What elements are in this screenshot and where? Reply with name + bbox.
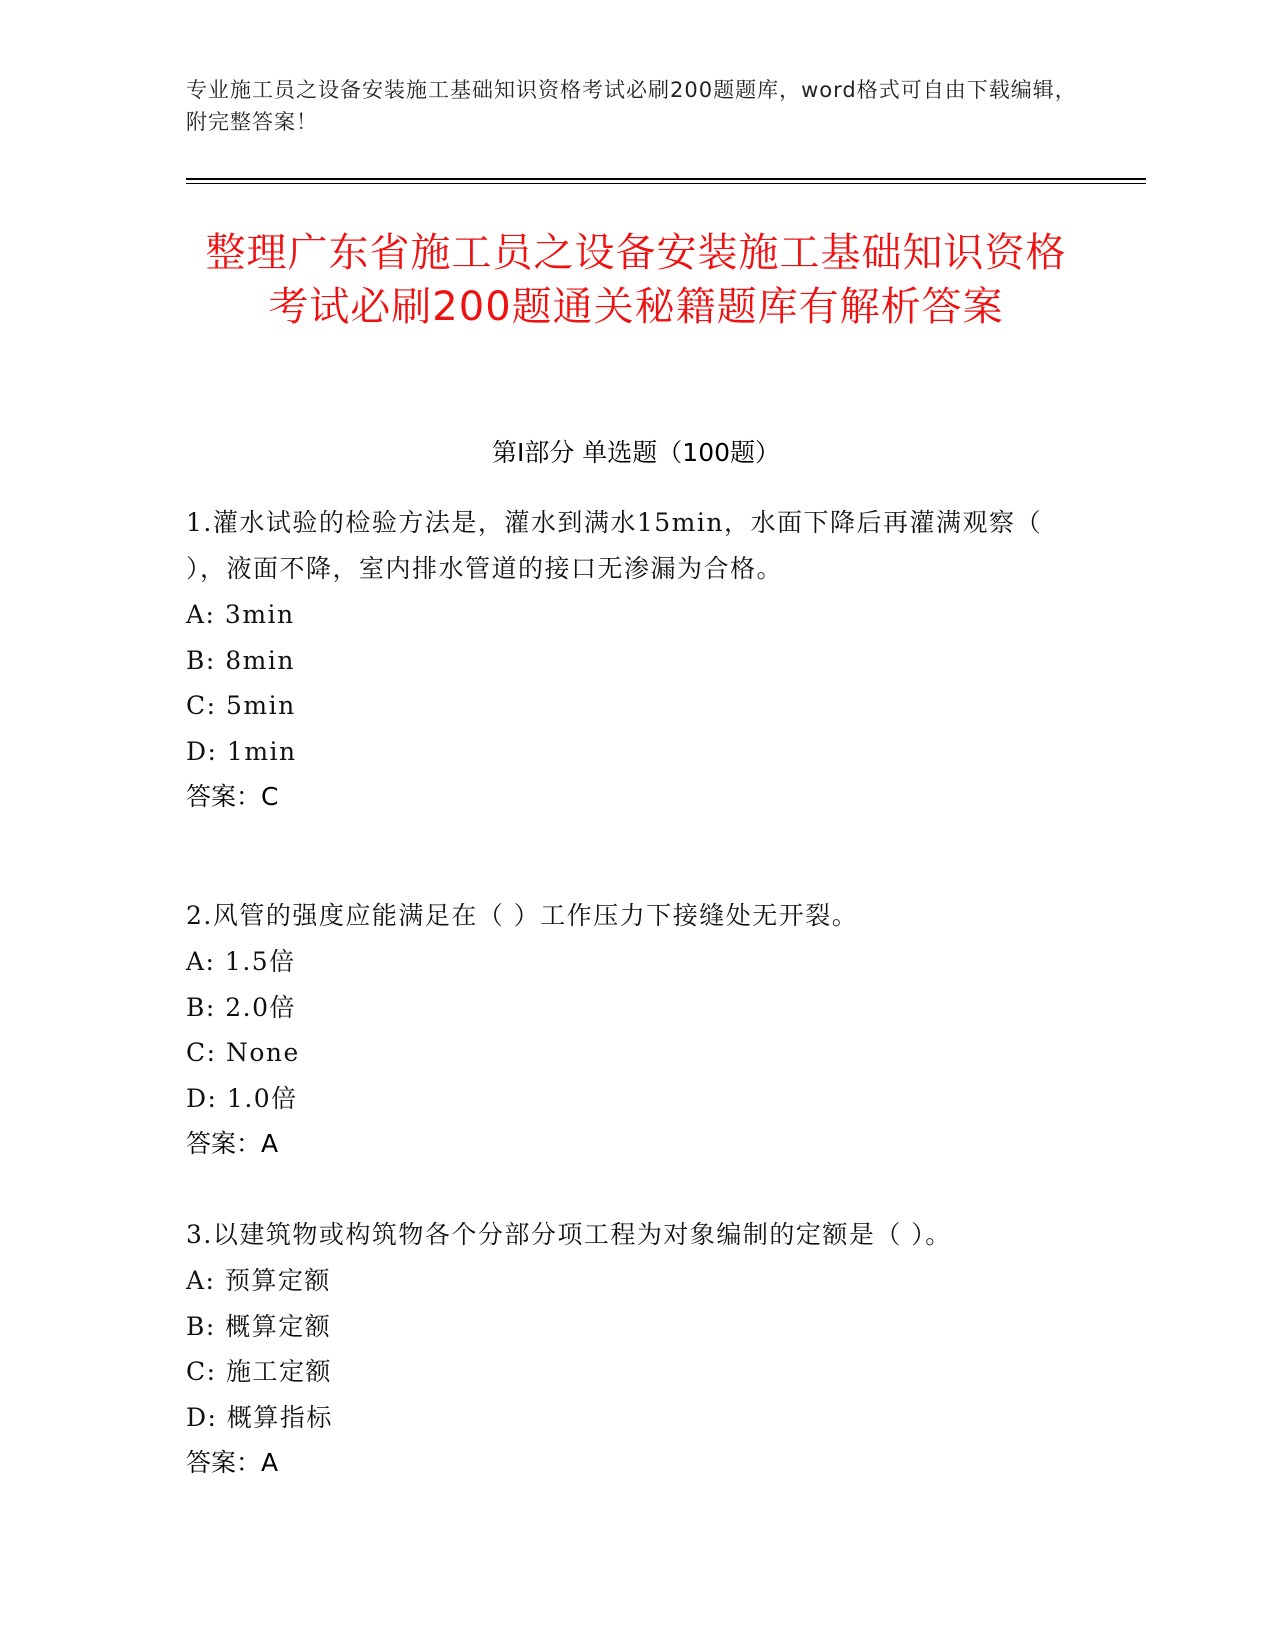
option-a: A: 3min [186, 600, 295, 629]
header-rule-thin [186, 183, 1146, 184]
option-c: C: 5min [186, 691, 296, 720]
question-3 [186, 1212, 1086, 1486]
option-c: C: 施工定额 [186, 1357, 332, 1386]
header-rule-thick [186, 178, 1146, 180]
answer: 答案：A [186, 1448, 279, 1477]
section-title: 第I部分 单选题（100题） [491, 438, 781, 467]
option-b: B: 2.0倍 [186, 992, 296, 1022]
header-note: 专业施工员之设备安装施工基础知识资格考试必刷200题题库，word格式可自由下载编辑，附完整答案！ [186, 78, 1077, 134]
answer: 答案：A [186, 1129, 279, 1158]
question-1 [186, 500, 1086, 820]
option-d: D: 1min [186, 736, 297, 766]
option-b: B: 概算定额 [186, 1311, 332, 1341]
option-d: D: 1.0倍 [186, 1083, 298, 1113]
question-stem: 2.风管的强度应能满足在（ ）工作压力下接缝处无开裂。 [186, 901, 859, 930]
option-a: A: 1.5倍 [186, 947, 296, 976]
answer: 答案：C [186, 782, 279, 811]
option-d: D: 概算指标 [186, 1402, 333, 1432]
question-stem: 3.以建筑物或构筑物各个分部分项工程为对象编制的定额是（ ）。 [186, 1220, 952, 1249]
document-title: 整理广东省施工员之设备安装施工基础知识资格考试必刷200题通关秘籍题库有解析答案 [205, 230, 1067, 330]
question-2 [186, 893, 1086, 1167]
question-stem: 1.灌水试验的检验方法是，灌水到满水15min，水面下降后再灌满观察（ ），液面不降，室内排水管道的接口无渗漏为合格。 [186, 508, 1042, 583]
option-b: B: 8min [186, 645, 295, 675]
option-a: A: 预算定额 [186, 1266, 331, 1295]
option-c: C: None [186, 1038, 300, 1067]
